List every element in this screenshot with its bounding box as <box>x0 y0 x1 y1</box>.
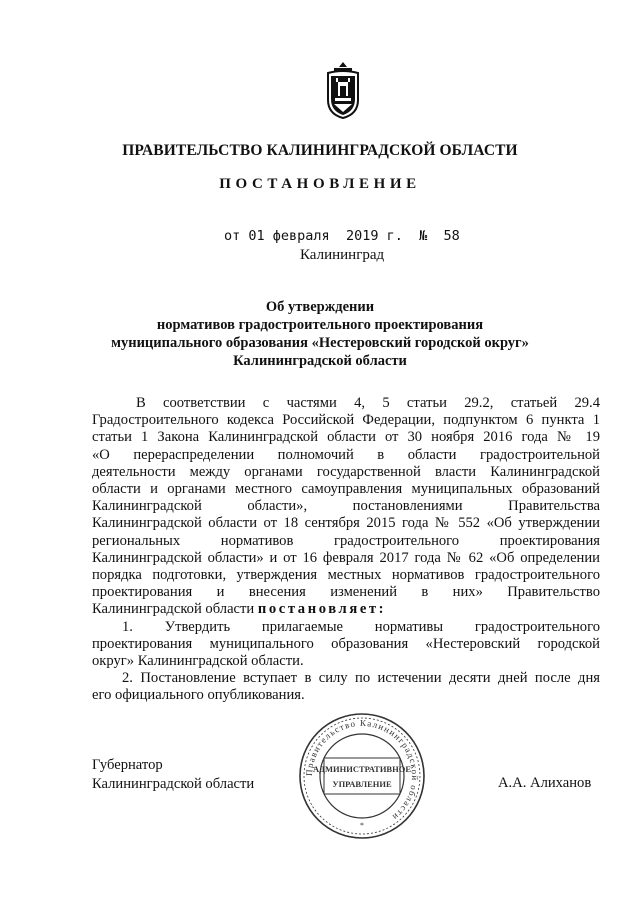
body-line: В соответствии с частями 4, 5 статьи 29.2, статьей 29.4 <box>136 395 600 411</box>
body-line: Калининградской области от 18 сентября 2015 года № 552 «Об утверждении <box>92 515 600 532</box>
body-line: Калининградской области», постановлениями Правительства <box>92 498 600 515</box>
document-kind: ПОСТАНОВЛЕНИЕ <box>219 176 421 192</box>
date-year: 2019 г. <box>345 228 403 244</box>
body-line-decree <box>92 601 600 618</box>
svg-text:*: * <box>360 821 364 830</box>
body-line: проектирования и внесения изменений в них» Правительство <box>92 584 600 601</box>
date-day: 01 февраля <box>248 228 330 244</box>
document-body <box>92 395 600 705</box>
document-subject <box>0 298 640 370</box>
item2-line: 2. Постановление вступает в силу по истечении десяти дней после дня <box>122 670 600 687</box>
subject-line: Калининградской области <box>233 353 407 369</box>
body-line: «О перераспределении полномочий в области градостроительной <box>92 446 600 463</box>
body-line: статьи 1 Закона Калининградской области от 30 ноября 2016 года № 19 <box>92 429 600 446</box>
seal-inner-line: АДМИНИСТРАТИВНОЕ <box>313 764 411 774</box>
item1-line: округ» Калининградской области. <box>92 653 304 670</box>
body-line: Градостроительного кодекса Российской Федерации, подпунктом 6 пункта 1 <box>92 412 600 429</box>
body-line: региональных нормативов градостроительного проектирования <box>92 532 600 549</box>
seal-inner-line: УПРАВЛЕНИЕ <box>332 779 392 789</box>
signer-role-line: Губернатор <box>92 757 163 773</box>
city: Калининград <box>300 247 385 263</box>
body-line: порядка подготовки, утверждения местных нормативов градостроительного <box>92 567 600 584</box>
decree-prefix: Калининградской области <box>92 601 258 618</box>
number-sign: № <box>419 228 428 244</box>
body-line: области и органами местного самоуправления муниципальных образований <box>92 481 600 498</box>
signer-role-line: Калининградской области <box>92 775 255 792</box>
subject-line: муниципального образования «Нестеровский городской округ» <box>111 335 529 351</box>
body-line: Калининградской области» и от 16 февраля 2017 года № 62 «Об определении <box>92 549 600 566</box>
government-title: ПРАВИТЕЛЬСТВО КАЛИНИНГРАДСКОЙ ОБЛАСТИ <box>122 142 518 159</box>
signer-role <box>92 756 254 793</box>
seal-ring-text: Правительство Калининградской области <box>303 717 421 823</box>
signer-name: А.А. Алиханов <box>498 775 592 791</box>
item1-line: проектирования муниципального образования «Нестеровский городской <box>92 635 600 652</box>
official-seal <box>296 710 428 842</box>
document-number: 58 <box>443 228 460 244</box>
subject-line: нормативов градостроительного проектирования <box>156 317 484 333</box>
body-line: деятельности между органами государственной власти Калининградской <box>92 463 600 480</box>
decree-word: постановляет: <box>257 601 387 618</box>
coat-of-arms-icon <box>322 60 364 120</box>
date-prefix: от <box>224 228 241 244</box>
subject-line: Об утверждении <box>265 299 375 315</box>
date-number-line <box>224 228 460 244</box>
item2-line: его официального опубликования. <box>92 687 305 704</box>
item1-line: 1. Утвердить прилагаемые нормативы градостроительного <box>122 618 600 635</box>
